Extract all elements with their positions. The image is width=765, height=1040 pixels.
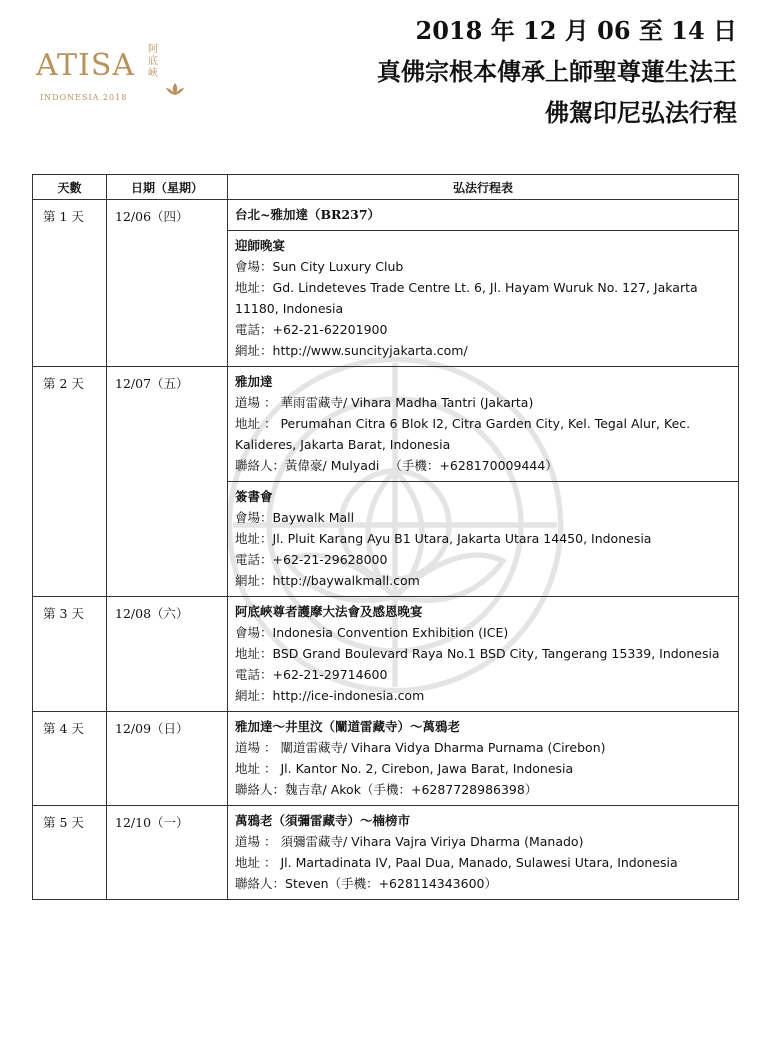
- date-cell: 12/10（一）: [107, 806, 228, 900]
- website-link[interactable]: http://www.suncityjakarta.com/: [272, 343, 468, 358]
- day-cell: 第 2 天: [33, 367, 107, 597]
- event-title: 雅加達～井里汶（闡道雷藏寺）～萬鴉老: [235, 719, 461, 734]
- mobile-value: +6287728986398）: [410, 782, 538, 797]
- mobile-value: +628170009444）: [439, 458, 558, 473]
- address-line: 地址 ： Perumahan Citra 6 Blok I2, Citra Garden City, Kel. Tegal Alur, Kec. Kalideres, Jakarta Barat, Indonesia: [235, 416, 691, 452]
- contact-line: 聯絡人：魏吉韋/ Akok（手機：+6287728986398）: [235, 782, 538, 797]
- address-line: 地址 ： Jl. Kantor No. 2, Cirebon, Jawa Barat, Indonesia: [235, 761, 574, 776]
- event-title: 迎師晚宴: [235, 238, 286, 253]
- address-value: Gd. Lindeteves Trade Centre Lt. 6, Jl. Hayam Wuruk No. 127, Jakarta 11180, Indonesia: [235, 280, 698, 316]
- logo-chinese: 阿底峽: [148, 44, 158, 79]
- address-value: BSD Grand Boulevard Raya No.1 BSD City, Tangerang 15339, Indonesia: [272, 646, 720, 661]
- website-line: 網址：http://ice-indonesia.com: [235, 688, 425, 703]
- contact-value: / Akok: [322, 782, 361, 797]
- table-header-row: [33, 175, 739, 200]
- event-block: [228, 712, 738, 805]
- contact-value: / Mulyadi: [322, 458, 380, 473]
- plan-cell: [228, 367, 739, 597]
- event-title: 阿底峽尊者護摩大法會及感恩晚宴: [235, 604, 423, 619]
- mobile-value: +628114343600）: [378, 876, 497, 891]
- date-cell: 12/06（四）: [107, 200, 228, 367]
- day-cell: 第 1 天: [33, 200, 107, 367]
- header-date: 日期（星期）: [107, 175, 228, 200]
- table-row-day-1: [33, 200, 739, 367]
- title-dates: 2018 年 12 月 06 至 14 日: [415, 16, 737, 45]
- logo-subtitle: INDONESIA 2018: [40, 93, 128, 102]
- website-line: 網址：http://www.suncityjakarta.com/: [235, 343, 468, 358]
- event-block: [228, 367, 738, 481]
- address-value: Perumahan Citra 6 Blok I2, Citra Garden City, Kel. Tegal Alur, Kec. Kalideres, Jakarta Barat, Indonesia: [235, 416, 691, 452]
- lotus-icon: [164, 82, 186, 96]
- event-block: [228, 481, 738, 596]
- date-cell: 12/08（六）: [107, 597, 228, 712]
- website-link[interactable]: http://ice-indonesia.com: [272, 688, 425, 703]
- address-line: 地址 ： Jl. Martadinata IV, Paal Dua, Manado, Sulawesi Utara, Indonesia: [235, 855, 678, 870]
- header-plan: 弘法行程表: [228, 175, 739, 200]
- event-title: 萬鴉老（須彌雷藏寺）～楠榜市: [235, 813, 411, 828]
- date-cell: 12/07（五）: [107, 367, 228, 597]
- date-cell: 12/09（日）: [107, 712, 228, 806]
- phone-value: +62-21-62201900: [272, 322, 388, 337]
- venue-line: 會場：Sun City Luxury Club: [235, 259, 404, 274]
- address-line: 地址：BSD Grand Boulevard Raya No.1 BSD City, Tangerang 15339, Indonesia: [235, 646, 720, 661]
- address-line: 地址：Gd. Lindeteves Trade Centre Lt. 6, Jl. Hayam Wuruk No. 127, Jakarta 11180, Indonesia: [235, 280, 698, 316]
- event-title: 雅加達: [235, 374, 273, 389]
- address-value: Jl. Pluit Karang Ayu B1 Utara, Jakarta Utara 14450, Indonesia: [272, 531, 652, 546]
- venue-value: Indonesia Convention Exhibition (ICE): [272, 625, 509, 640]
- event-block: [228, 597, 738, 711]
- address-line: 地址：Jl. Pluit Karang Ayu B1 Utara, Jakarta Utara 14450, Indonesia: [235, 531, 652, 546]
- venue-line: 會場：Indonesia Convention Exhibition (ICE): [235, 625, 509, 640]
- title-master: 真佛宗根本傳承上師聖尊蓮生法王: [377, 57, 737, 86]
- temple-line: 道場 ： 華雨雷藏寺/ Vihara Madha Tantri (Jakarta): [235, 395, 534, 410]
- logo-wordmark: ATISA: [36, 48, 136, 83]
- table-row-day-5: [33, 806, 739, 900]
- phone-line: 電話：+62-21-29714600: [235, 667, 388, 682]
- contact-value: Steven: [285, 876, 329, 891]
- website-link[interactable]: http://baywalkmall.com: [272, 573, 420, 588]
- plan-cell: [228, 806, 739, 900]
- venue-value: Baywalk Mall: [272, 510, 355, 525]
- venue-value: Sun City Luxury Club: [272, 259, 404, 274]
- temple-value: / Vihara Madha Tantri (Jakarta): [342, 395, 534, 410]
- title-trip: 佛駕印尼弘法行程: [545, 98, 737, 127]
- table-row-day-3: [33, 597, 739, 712]
- website-line: 網址：http://baywalkmall.com: [235, 573, 420, 588]
- event-block: [228, 806, 738, 899]
- phone-value: +62-21-29628000: [272, 552, 388, 567]
- address-value: Jl. Martadinata IV, Paal Dua, Manado, Sulawesi Utara, Indonesia: [280, 855, 678, 870]
- contact-line: 聯絡人：黃偉豪/ Mulyadi （手機：+628170009444）: [235, 458, 558, 473]
- plan-cell: [228, 200, 739, 367]
- plan-cell: [228, 712, 739, 806]
- day-cell: 第 4 天: [33, 712, 107, 806]
- plan-cell: [228, 597, 739, 712]
- event-block: [228, 230, 738, 366]
- table-row-day-2: [33, 367, 739, 597]
- address-value: Jl. Kantor No. 2, Cirebon, Jawa Barat, Indonesia: [280, 761, 574, 776]
- page-title: [377, 10, 737, 133]
- atisa-logo: [36, 38, 186, 108]
- header-day: 天數: [33, 175, 107, 200]
- temple-line: 道場 ： 闡道雷藏寺/ Vihara Vidya Dharma Purnama (Cirebon): [235, 740, 606, 755]
- phone-value: +62-21-29714600: [272, 667, 388, 682]
- itinerary-table: [32, 174, 739, 900]
- temple-line: 道場 ： 須彌雷藏寺/ Vihara Vajra Viriya Dharma (Manado): [235, 834, 584, 849]
- temple-value: / Vihara Vajra Viriya Dharma (Manado): [342, 834, 584, 849]
- contact-line: 聯絡人：Steven（手機：+628114343600）: [235, 876, 497, 891]
- day-cell: 第 5 天: [33, 806, 107, 900]
- temple-value: / Vihara Vidya Dharma Purnama (Cirebon): [342, 740, 606, 755]
- phone-line: 電話：+62-21-29628000: [235, 552, 388, 567]
- table-row-day-4: [33, 712, 739, 806]
- phone-line: 電話：+62-21-62201900: [235, 322, 388, 337]
- event-title: 簽書會: [235, 489, 273, 504]
- event-title: 台北~雅加達（BR237）: [235, 207, 381, 222]
- venue-line: 會場：Baywalk Mall: [235, 510, 355, 525]
- event-block: [228, 200, 738, 230]
- day-cell: 第 3 天: [33, 597, 107, 712]
